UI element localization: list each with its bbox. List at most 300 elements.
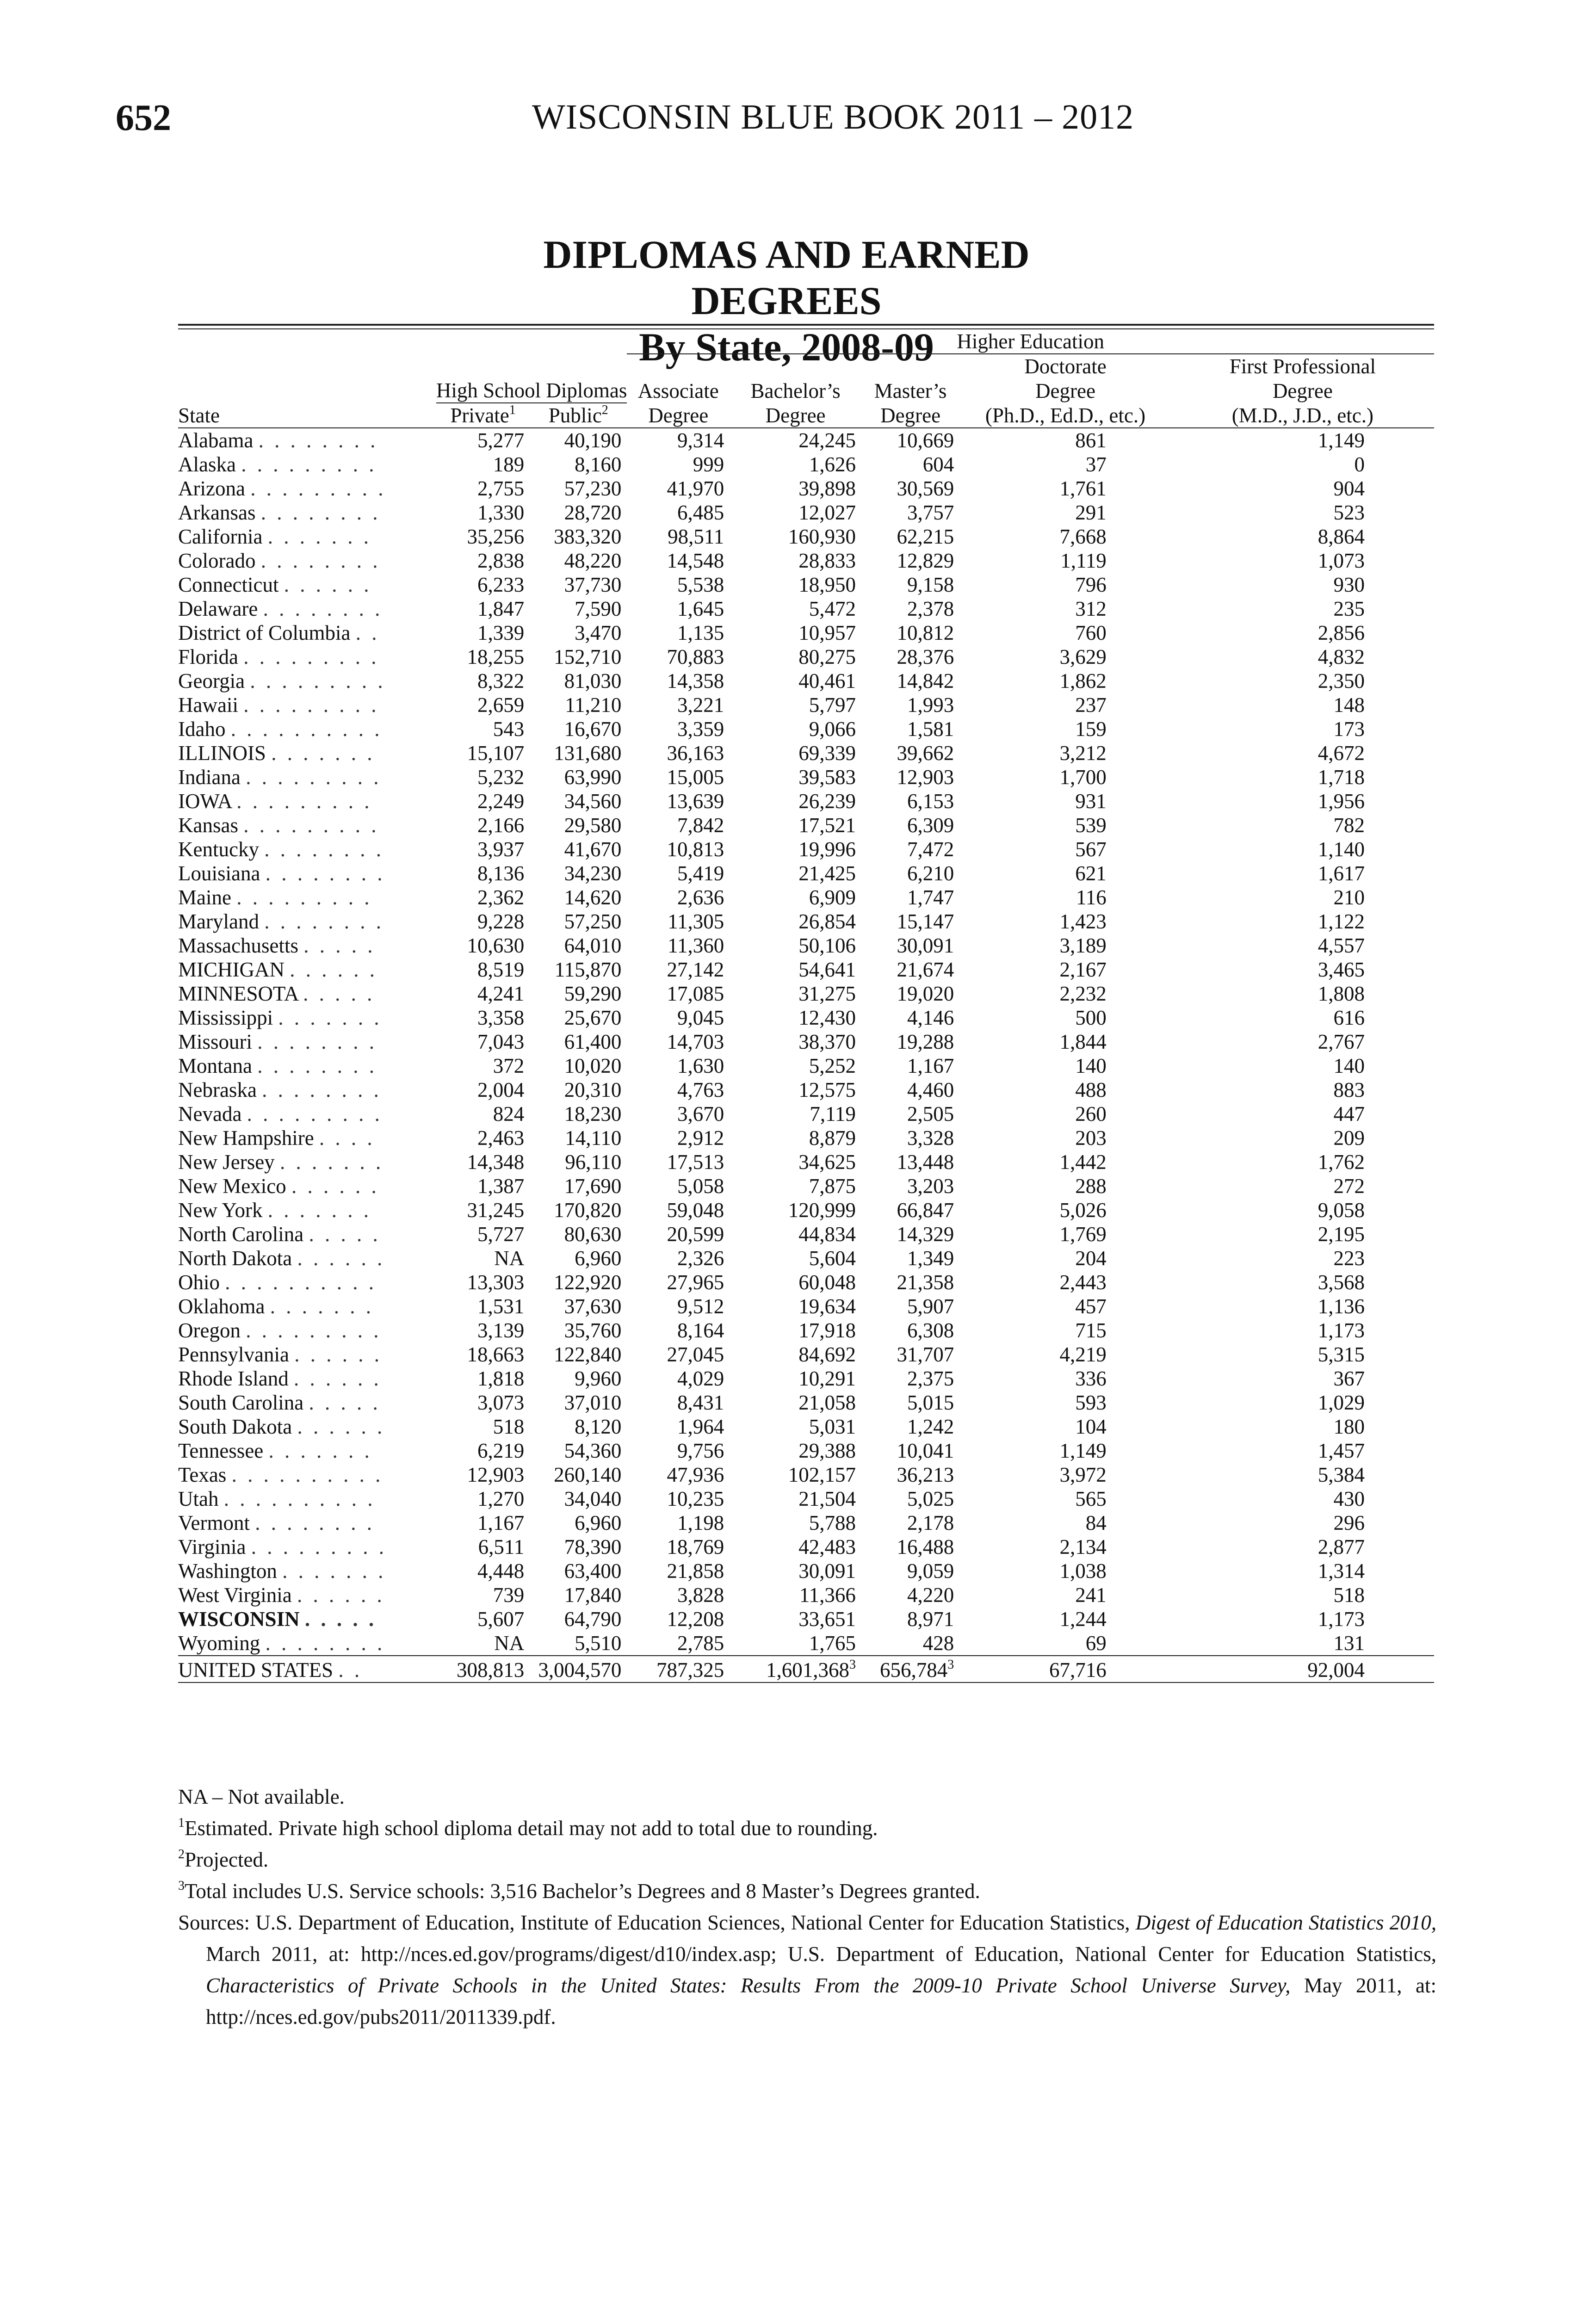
masters-cell: 3,757	[907, 501, 954, 524]
masters-cell: 1,993	[907, 693, 954, 717]
bachelors-cell: 33,651	[798, 1608, 856, 1631]
doctorate-cell: 457	[1075, 1295, 1107, 1318]
bachelors-cell: 84,692	[798, 1343, 856, 1366]
public-cell: 6,960	[575, 1247, 622, 1270]
first-professional-cell: 1,457	[1318, 1439, 1365, 1462]
private-cell: 18,255	[467, 645, 525, 668]
public-cell: 17,690	[564, 1175, 622, 1198]
first-professional-cell: 616	[1333, 1006, 1365, 1029]
table-row	[178, 1415, 1434, 1439]
table-row	[178, 1054, 1434, 1078]
associate-cell: 3,828	[677, 1583, 724, 1607]
bachelors-cell: 1,626	[809, 453, 856, 476]
first-professional-cell: 904	[1333, 477, 1365, 500]
private-cell: 2,838	[477, 549, 525, 572]
state-cell: Nevada . . . . . . . . .	[178, 1102, 383, 1126]
public-cell: 54,360	[564, 1439, 622, 1462]
public-cell: 80,630	[564, 1223, 622, 1246]
public-cell: 37,010	[564, 1391, 622, 1414]
footnote-2: $^2$Projected.	[178, 1847, 269, 1871]
associate-cell: 14,703	[667, 1030, 724, 1053]
state-cell: Georgia . . . . . . . . .	[178, 669, 386, 693]
state-cell: Louisiana . . . . . . . .	[178, 862, 385, 885]
bachelors-cell: 102,157	[788, 1463, 856, 1486]
associate-cell: 3,359	[677, 717, 724, 741]
public-cell: 16,670	[564, 717, 622, 741]
first-professional-cell: 447	[1333, 1102, 1365, 1126]
first-professional-cell: 272	[1333, 1175, 1365, 1198]
doctorate-cell: 260	[1075, 1102, 1107, 1126]
state-cell: UNITED STATES . .	[178, 1656, 436, 1682]
public-cell: 3,470	[575, 621, 622, 644]
bachelors-cell: 34,625	[798, 1150, 856, 1174]
private-cell: 4,241	[477, 982, 525, 1005]
bachelors-cell: 31,275	[798, 982, 856, 1005]
table-row	[178, 1511, 1434, 1535]
doctorate-cell: 1,149	[1059, 1439, 1107, 1462]
running-head	[0, 97, 1596, 139]
bachelors-cell: 12,027	[798, 501, 856, 524]
first-professional-cell: 210	[1333, 886, 1365, 909]
table-row	[178, 741, 1434, 765]
table-row	[178, 693, 1434, 717]
state-cell: Wyoming . . . . . . . .	[178, 1632, 385, 1655]
state-cell: California . . . . . . .	[178, 525, 371, 548]
masters-cell: 30,091	[897, 934, 954, 957]
doctorate-cell: 104	[1075, 1415, 1107, 1438]
private-cell: 1,387	[477, 1175, 525, 1198]
first-professional-cell: 0	[1354, 453, 1365, 476]
public-cell: 20,310	[564, 1078, 622, 1101]
first-professional-cell: 1,808	[1318, 982, 1365, 1005]
public-cell: 152,710	[554, 645, 622, 668]
doctorate-cell: 931	[1075, 790, 1107, 813]
first-professional-cell: 235	[1333, 597, 1365, 620]
associate-cell: 13,639	[667, 790, 724, 813]
top-double-rule	[178, 324, 1434, 329]
table-row	[178, 1126, 1434, 1150]
state-cell: South Carolina . . . . .	[178, 1391, 381, 1414]
first-professional-cell: 1,173	[1318, 1319, 1365, 1342]
state-cell: Maryland . . . . . . . .	[178, 910, 384, 933]
table-body	[178, 428, 1434, 1656]
private-cell: 12,903	[467, 1463, 525, 1486]
doctorate-cell: 488	[1075, 1078, 1107, 1101]
doctorate-cell: 288	[1075, 1175, 1107, 1198]
first-professional-cell: 180	[1333, 1415, 1365, 1438]
bachelors-cell: 7,875	[809, 1175, 856, 1198]
masters-cell: 28,376	[897, 645, 954, 668]
masters-cell: 8,971	[907, 1608, 954, 1631]
public-cell: 10,020	[564, 1054, 622, 1077]
doctorate-cell: 237	[1075, 693, 1107, 717]
bachelors-cell: 21,425	[798, 862, 856, 885]
bachelors-cell: 29,388	[798, 1439, 856, 1462]
associate-cell: 9,512	[677, 1295, 724, 1318]
public-header: Public$^2$	[530, 403, 627, 428]
state-cell: Kentucky . . . . . . . .	[178, 838, 384, 861]
masters-cell: 4,146	[907, 1006, 954, 1029]
state-cell: Alabama . . . . . . . .	[178, 429, 378, 452]
doctorate-header-line3: (Ph.D., Ed.D., etc.)	[959, 403, 1171, 428]
first-professional-cell: 1,136	[1318, 1295, 1365, 1318]
bachelors-cell: 6,909	[809, 886, 856, 909]
masters-cell: 10,041	[897, 1439, 954, 1462]
bachelors-cell: 38,370	[798, 1030, 856, 1053]
book-title: WISCONSIN BLUE BOOK 2011 – 2012	[532, 98, 1134, 136]
private-cell: 1,847	[477, 597, 525, 620]
table-row	[178, 428, 1434, 452]
state-cell: Rhode Island . . . . . .	[178, 1367, 382, 1390]
associate-cell: 999	[693, 453, 724, 476]
state-cell: Vermont . . . . . . . .	[178, 1511, 375, 1534]
bachelors-cell: 5,604	[809, 1247, 856, 1270]
private-cell: 7,043	[477, 1030, 525, 1053]
table-row	[178, 789, 1434, 813]
public-cell: 7,590	[575, 597, 622, 620]
associate-cell: 1,198	[677, 1511, 724, 1534]
table-row	[178, 909, 1434, 934]
bachelors-cell: 10,291	[798, 1367, 856, 1390]
first-professional-cell: 1,762	[1318, 1150, 1365, 1174]
masters-cell: 1,167	[907, 1054, 954, 1077]
associate-cell: 1,645	[677, 597, 724, 620]
doctorate-cell: 67,716	[959, 1656, 1171, 1682]
doctorate-cell: 715	[1075, 1319, 1107, 1342]
table-row	[178, 645, 1434, 669]
state-cell: Connecticut . . . . . .	[178, 573, 372, 596]
state-cell: West Virginia . . . . . .	[178, 1583, 385, 1607]
state-cell: Oregon . . . . . . . . .	[178, 1319, 382, 1342]
bachelors-cell: 5,788	[809, 1511, 856, 1534]
associate-cell: 18,769	[667, 1535, 724, 1558]
footnote-3: $^3$Total includes U.S. Service schools: 3,516 Bachelor’s Degrees and 8 Master’s Degrees granted.	[178, 1879, 980, 1903]
private-cell: 6,219	[477, 1439, 525, 1462]
masters-cell: 13,448	[897, 1150, 954, 1174]
table-row	[178, 1535, 1434, 1559]
first-professional-cell: 2,350	[1318, 669, 1365, 693]
table-row	[178, 597, 1434, 621]
doctorate-cell: 1,119	[1060, 549, 1107, 572]
doctorate-cell: 565	[1075, 1487, 1107, 1510]
masters-cell: 10,812	[897, 621, 954, 644]
doctorate-cell: 3,629	[1059, 645, 1107, 668]
table-row	[178, 573, 1434, 597]
masters-cell: 7,472	[907, 838, 954, 861]
table-row	[178, 958, 1434, 982]
masters-cell: 10,669	[897, 429, 954, 452]
state-cell: Missouri . . . . . . . .	[178, 1030, 377, 1053]
public-cell: 63,400	[564, 1559, 622, 1583]
public-cell: 64,790	[564, 1608, 622, 1631]
bachelors-cell: 5,472	[809, 597, 856, 620]
state-cell: Delaware . . . . . . . .	[178, 597, 383, 620]
page-number: 652	[116, 98, 171, 138]
masters-cell: 12,829	[897, 549, 954, 572]
page-title: DIPLOMAS AND EARNED DEGREES	[543, 232, 1030, 323]
associate-cell: 41,970	[667, 477, 724, 500]
private-cell: 2,755	[477, 477, 525, 500]
public-cell: 34,230	[564, 862, 622, 885]
public-cell: 18,230	[564, 1102, 622, 1126]
table-row	[178, 452, 1434, 476]
degrees-table	[178, 329, 1434, 1683]
doctorate-cell: 1,700	[1059, 766, 1107, 789]
masters-cell: 604	[922, 453, 954, 476]
table-row	[178, 813, 1434, 837]
private-cell: NA	[494, 1632, 525, 1655]
state-cell: North Carolina . . . . .	[178, 1223, 381, 1246]
associate-cell: 12,208	[667, 1608, 724, 1631]
associate-cell: 5,058	[677, 1175, 724, 1198]
associate-cell: 8,164	[677, 1319, 724, 1342]
first-professional-cell: 3,465	[1318, 958, 1365, 981]
first-professional-cell: 2,767	[1318, 1030, 1365, 1053]
associate-cell: 17,513	[667, 1150, 724, 1174]
public-cell: 37,630	[564, 1295, 622, 1318]
total-row	[178, 1656, 1434, 1682]
first-professional-header-line1: First Professional	[1229, 355, 1376, 378]
private-cell: 2,362	[477, 886, 525, 909]
private-cell: 739	[493, 1583, 525, 1607]
masters-cell: 15,147	[897, 910, 954, 933]
bachelors-cell: 5,252	[809, 1054, 856, 1077]
associate-cell: 15,005	[667, 766, 724, 789]
public-cell: 35,760	[564, 1319, 622, 1342]
masters-cell: 21,674	[897, 958, 954, 981]
state-cell: MICHIGAN . . . . . .	[178, 958, 377, 981]
private-cell: 3,139	[477, 1319, 525, 1342]
masters-cell: 62,215	[897, 525, 954, 548]
private-cell: 308,813	[436, 1656, 530, 1682]
private-cell: 3,937	[477, 838, 525, 861]
bachelors-cell: 19,996	[798, 838, 856, 861]
doctorate-cell: 336	[1075, 1367, 1107, 1390]
private-header: Private$^1$	[436, 403, 530, 428]
doctorate-cell: 3,972	[1059, 1463, 1107, 1486]
masters-cell: 12,903	[897, 766, 954, 789]
masters-cell: 14,329	[897, 1223, 954, 1246]
doctorate-cell: 500	[1075, 1006, 1107, 1029]
associate-cell: 9,314	[677, 429, 724, 452]
first-professional-cell: 1,149	[1318, 429, 1365, 452]
bachelors-cell: 30,091	[798, 1559, 856, 1583]
associate-cell: 11,360	[668, 934, 724, 957]
masters-cell: 31,707	[897, 1343, 954, 1366]
public-cell: 122,920	[554, 1271, 622, 1294]
degrees-table-wrapper	[178, 324, 1434, 1683]
private-cell: 3,358	[477, 1006, 525, 1029]
public-cell: 61,400	[564, 1030, 622, 1053]
doctorate-cell: 291	[1075, 501, 1107, 524]
associate-cell: 5,538	[677, 573, 724, 596]
masters-cell: 19,288	[897, 1030, 954, 1053]
public-cell: 57,230	[564, 477, 622, 500]
bachelors-cell: 10,957	[798, 621, 856, 644]
first-professional-cell: 9,058	[1318, 1199, 1365, 1222]
associate-cell: 5,419	[677, 862, 724, 885]
associate-cell: 14,358	[667, 669, 724, 693]
state-cell: Hawaii . . . . . . . . .	[178, 693, 379, 717]
private-cell: 13,303	[467, 1271, 525, 1294]
private-cell: 10,630	[467, 934, 525, 957]
public-cell: 40,190	[564, 429, 622, 452]
public-cell: 6,960	[575, 1511, 622, 1534]
public-cell: 8,120	[575, 1415, 622, 1438]
doctorate-cell: 37	[1085, 453, 1107, 476]
associate-cell: 20,599	[667, 1223, 724, 1246]
table-row	[178, 1607, 1434, 1631]
private-cell: 1,270	[477, 1487, 525, 1510]
doctorate-cell: 593	[1075, 1391, 1107, 1414]
associate-cell: 21,858	[667, 1559, 724, 1583]
public-cell: 11,210	[565, 693, 622, 717]
private-cell: 18,663	[467, 1343, 525, 1366]
doctorate-cell: 203	[1075, 1126, 1107, 1150]
associate-cell: 59,048	[667, 1199, 724, 1222]
doctorate-cell: 204	[1075, 1247, 1107, 1270]
associate-cell: 2,636	[677, 886, 724, 909]
state-cell: Nebraska . . . . . . . .	[178, 1078, 382, 1101]
first-professional-header-line2: Degree	[1272, 379, 1333, 402]
table-row	[178, 861, 1434, 885]
doctorate-cell: 116	[1076, 886, 1107, 909]
first-professional-header-line3: (M.D., J.D., etc.)	[1171, 403, 1434, 428]
table-row	[178, 1342, 1434, 1367]
state-cell: Ohio . . . . . . . . . .	[178, 1271, 377, 1294]
masters-cell: 3,328	[907, 1126, 954, 1150]
first-professional-cell: 140	[1333, 1054, 1365, 1077]
first-professional-cell: 2,195	[1318, 1223, 1365, 1246]
table-row	[178, 1270, 1434, 1294]
public-cell: 96,110	[565, 1150, 622, 1174]
private-cell: 14,348	[467, 1150, 525, 1174]
masters-cell: 6,308	[907, 1319, 954, 1342]
masters-cell: 39,662	[897, 742, 954, 765]
state-cell: Arizona . . . . . . . . .	[178, 477, 386, 500]
bachelors-cell: 80,275	[798, 645, 856, 668]
table-row	[178, 885, 1434, 909]
doctorate-cell: 4,219	[1059, 1343, 1107, 1366]
bachelors-cell: 26,854	[798, 910, 856, 933]
first-professional-cell: 1,314	[1318, 1559, 1365, 1583]
masters-cell: 5,015	[907, 1391, 954, 1414]
public-cell: 122,840	[554, 1343, 622, 1366]
associate-cell: 27,045	[667, 1343, 724, 1366]
state-cell: MINNESOTA . . . . .	[178, 982, 375, 1005]
associate-cell: 2,326	[677, 1247, 724, 1270]
private-cell: 3,073	[477, 1391, 525, 1414]
masters-cell: 1,581	[907, 717, 954, 741]
state-cell: Texas . . . . . . . . . .	[178, 1463, 384, 1486]
first-professional-cell: 8,864	[1318, 525, 1365, 548]
masters-cell: 6,309	[907, 814, 954, 837]
associate-cell: 787,325	[627, 1656, 730, 1682]
bachelors-cell: 12,575	[798, 1078, 856, 1101]
table-row	[178, 1222, 1434, 1246]
first-professional-cell: 1,173	[1318, 1608, 1365, 1631]
table-row	[178, 1006, 1434, 1030]
bachelors-cell: 5,031	[809, 1415, 856, 1438]
bachelors-cell: 11,366	[799, 1583, 856, 1607]
bachelors-cell: 28,833	[798, 549, 856, 572]
associate-cell: 6,485	[677, 501, 724, 524]
first-professional-cell: 173	[1333, 717, 1365, 741]
private-cell: 1,339	[477, 621, 525, 644]
doctorate-cell: 2,232	[1059, 982, 1107, 1005]
doctorate-cell: 1,423	[1059, 910, 1107, 933]
bachelors-cell: 19,634	[798, 1295, 856, 1318]
private-cell: 824	[493, 1102, 525, 1126]
masters-cell: 9,059	[907, 1559, 954, 1583]
bachelors-cell: 120,999	[788, 1199, 856, 1222]
masters-cell: 2,375	[907, 1367, 954, 1390]
state-cell: Oklahoma . . . . . . .	[178, 1295, 374, 1318]
bachelors-header-line1: Bachelor’s	[750, 379, 841, 402]
first-professional-cell: 1,718	[1318, 766, 1365, 789]
public-cell: 3,004,570	[530, 1656, 627, 1682]
bachelors-header-line2: Degree	[730, 403, 861, 428]
state-cell: Pennsylvania . . . . . .	[178, 1343, 382, 1366]
masters-cell: 16,488	[897, 1535, 954, 1558]
first-professional-cell: 5,315	[1318, 1343, 1365, 1366]
associate-cell: 8,431	[677, 1391, 724, 1414]
public-cell: 8,160	[575, 453, 622, 476]
first-professional-cell: 2,877	[1318, 1535, 1365, 1558]
masters-cell: 5,025	[907, 1487, 954, 1510]
masters-cell: 21,358	[897, 1271, 954, 1294]
doctorate-cell: 5,026	[1059, 1199, 1107, 1222]
first-professional-cell: 4,672	[1318, 742, 1365, 765]
doctorate-cell: 3,189	[1059, 934, 1107, 957]
state-cell: WISCONSIN . . . . .	[178, 1608, 377, 1631]
first-professional-cell: 782	[1333, 814, 1365, 837]
associate-cell: 4,763	[677, 1078, 724, 1101]
bachelors-cell: 39,583	[798, 766, 856, 789]
doctorate-cell: 1,862	[1059, 669, 1107, 693]
public-cell: 28,720	[564, 501, 622, 524]
public-cell: 41,670	[564, 838, 622, 861]
first-professional-cell: 518	[1333, 1583, 1365, 1607]
associate-cell: 7,842	[677, 814, 724, 837]
associate-cell: 98,511	[668, 525, 724, 548]
state-cell: Montana . . . . . . . .	[178, 1054, 377, 1077]
associate-cell: 9,045	[677, 1006, 724, 1029]
doctorate-cell: 1,769	[1059, 1223, 1107, 1246]
table-row	[178, 669, 1434, 693]
first-professional-cell: 1,617	[1318, 862, 1365, 885]
private-cell: 6,511	[478, 1535, 525, 1558]
doctorate-cell: 1,761	[1059, 477, 1107, 500]
bachelors-cell: 160,930	[788, 525, 856, 548]
masters-cell: 30,569	[897, 477, 954, 500]
public-cell: 29,580	[564, 814, 622, 837]
bachelors-cell: 1,765	[809, 1632, 856, 1655]
private-cell: 543	[493, 717, 525, 741]
associate-cell: 70,883	[667, 645, 724, 668]
associate-cell: 36,163	[667, 742, 724, 765]
bachelors-cell: 5,797	[809, 693, 856, 717]
bachelors-cell: 8,879	[809, 1126, 856, 1150]
state-cell: New Hampshire . . . .	[178, 1126, 375, 1150]
masters-cell: 19,020	[897, 982, 954, 1005]
table-row	[178, 1198, 1434, 1222]
associate-cell: 11,305	[668, 910, 724, 933]
table-row	[178, 621, 1434, 645]
table-row	[178, 1030, 1434, 1054]
public-cell: 14,620	[564, 886, 622, 909]
masters-cell: 5,907	[907, 1295, 954, 1318]
